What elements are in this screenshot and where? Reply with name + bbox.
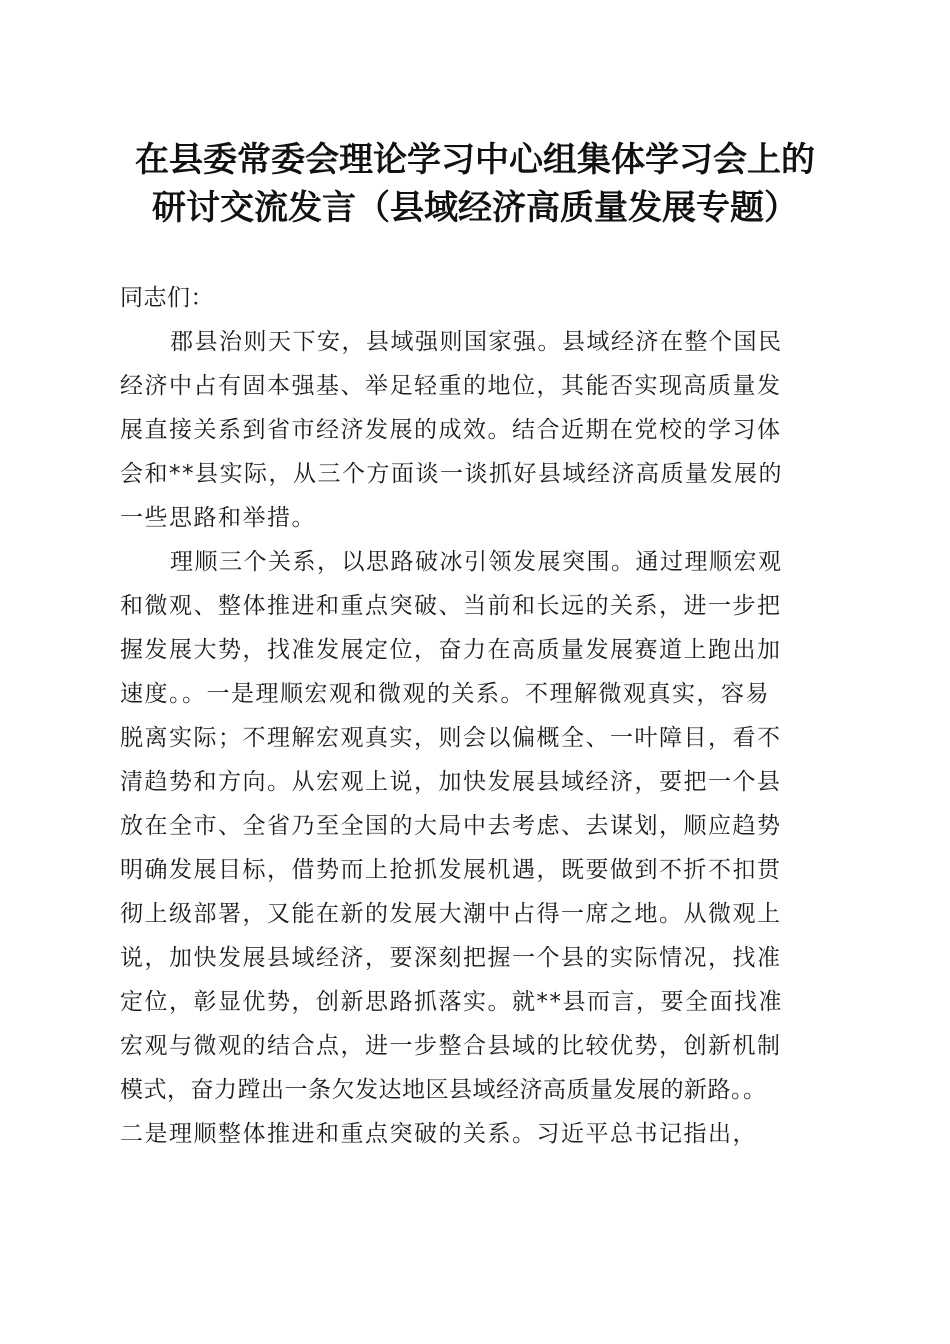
- body-line: 展直接关系到省市经济发展的成效。结合近期在党校的学习体: [120, 417, 782, 443]
- title-line-1: 在县委常委会理论学习中心组集体学习会上的: [135, 140, 815, 180]
- body-line: 放在全市、全省乃至全国的大局中去考虑、去谋划，顺应趋势: [120, 813, 782, 839]
- body-line: 理顺三个关系，以思路破冰引领发展突围。通过理顺宏观: [170, 549, 783, 575]
- document-body: [120, 276, 832, 1156]
- body-line: 宏观与微观的结合点，进一步整合县域的比较优势，创新机制: [120, 1033, 782, 1059]
- title-line-2: 研讨交流发言（县域经济高质量发展专题）: [152, 188, 798, 228]
- body-line: 清趋势和方向。从宏观上说，加快发展县域经济，要把一个县: [120, 769, 782, 795]
- body-line: 一些思路和举措。: [120, 505, 316, 531]
- body-line: 二是理顺整体推进和重点突破的关系。习近平总书记指出，: [120, 1121, 757, 1147]
- document-title: [60, 136, 890, 232]
- body-line: 速度。。一是理顺宏观和微观的关系。不理解微观真实，容易: [120, 681, 770, 707]
- body-line: 会和**县实际，从三个方面谈一谈抓好县域经济高质量发展的: [120, 461, 783, 487]
- body-line: 定位，彰显优势，创新思路抓落实。就**县而言，要全面找准: [120, 989, 783, 1015]
- body-line: 彻上级部署，又能在新的发展大潮中占得一席之地。从微观上: [120, 901, 782, 927]
- body-line: 和微观、整体推进和重点突破、当前和长远的关系，进一步把: [120, 593, 782, 619]
- salutation: 同志们：: [120, 285, 214, 311]
- body-line: 模式，奋力蹚出一条欠发达地区县域经济高质量发展的新路。。: [120, 1077, 767, 1103]
- body-line: 经济中占有固本强基、举足轻重的地位，其能否实现高质量发: [120, 373, 782, 399]
- body-line: 明确发展目标，借势而上抢抓发展机遇，既要做到不折不扣贯: [120, 857, 782, 883]
- body-line: 握发展大势，找准发展定位，奋力在高质量发展赛道上跑出加: [120, 637, 782, 663]
- body-line: 脱离实际；不理解宏观真实，则会以偏概全、一叶障目，看不: [120, 725, 782, 751]
- body-line: 郡县治则天下安，县域强则国家强。县域经济在整个国民: [170, 329, 783, 355]
- body-line: 说，加快发展县域经济，要深刻把握一个县的实际情况，找准: [120, 945, 782, 971]
